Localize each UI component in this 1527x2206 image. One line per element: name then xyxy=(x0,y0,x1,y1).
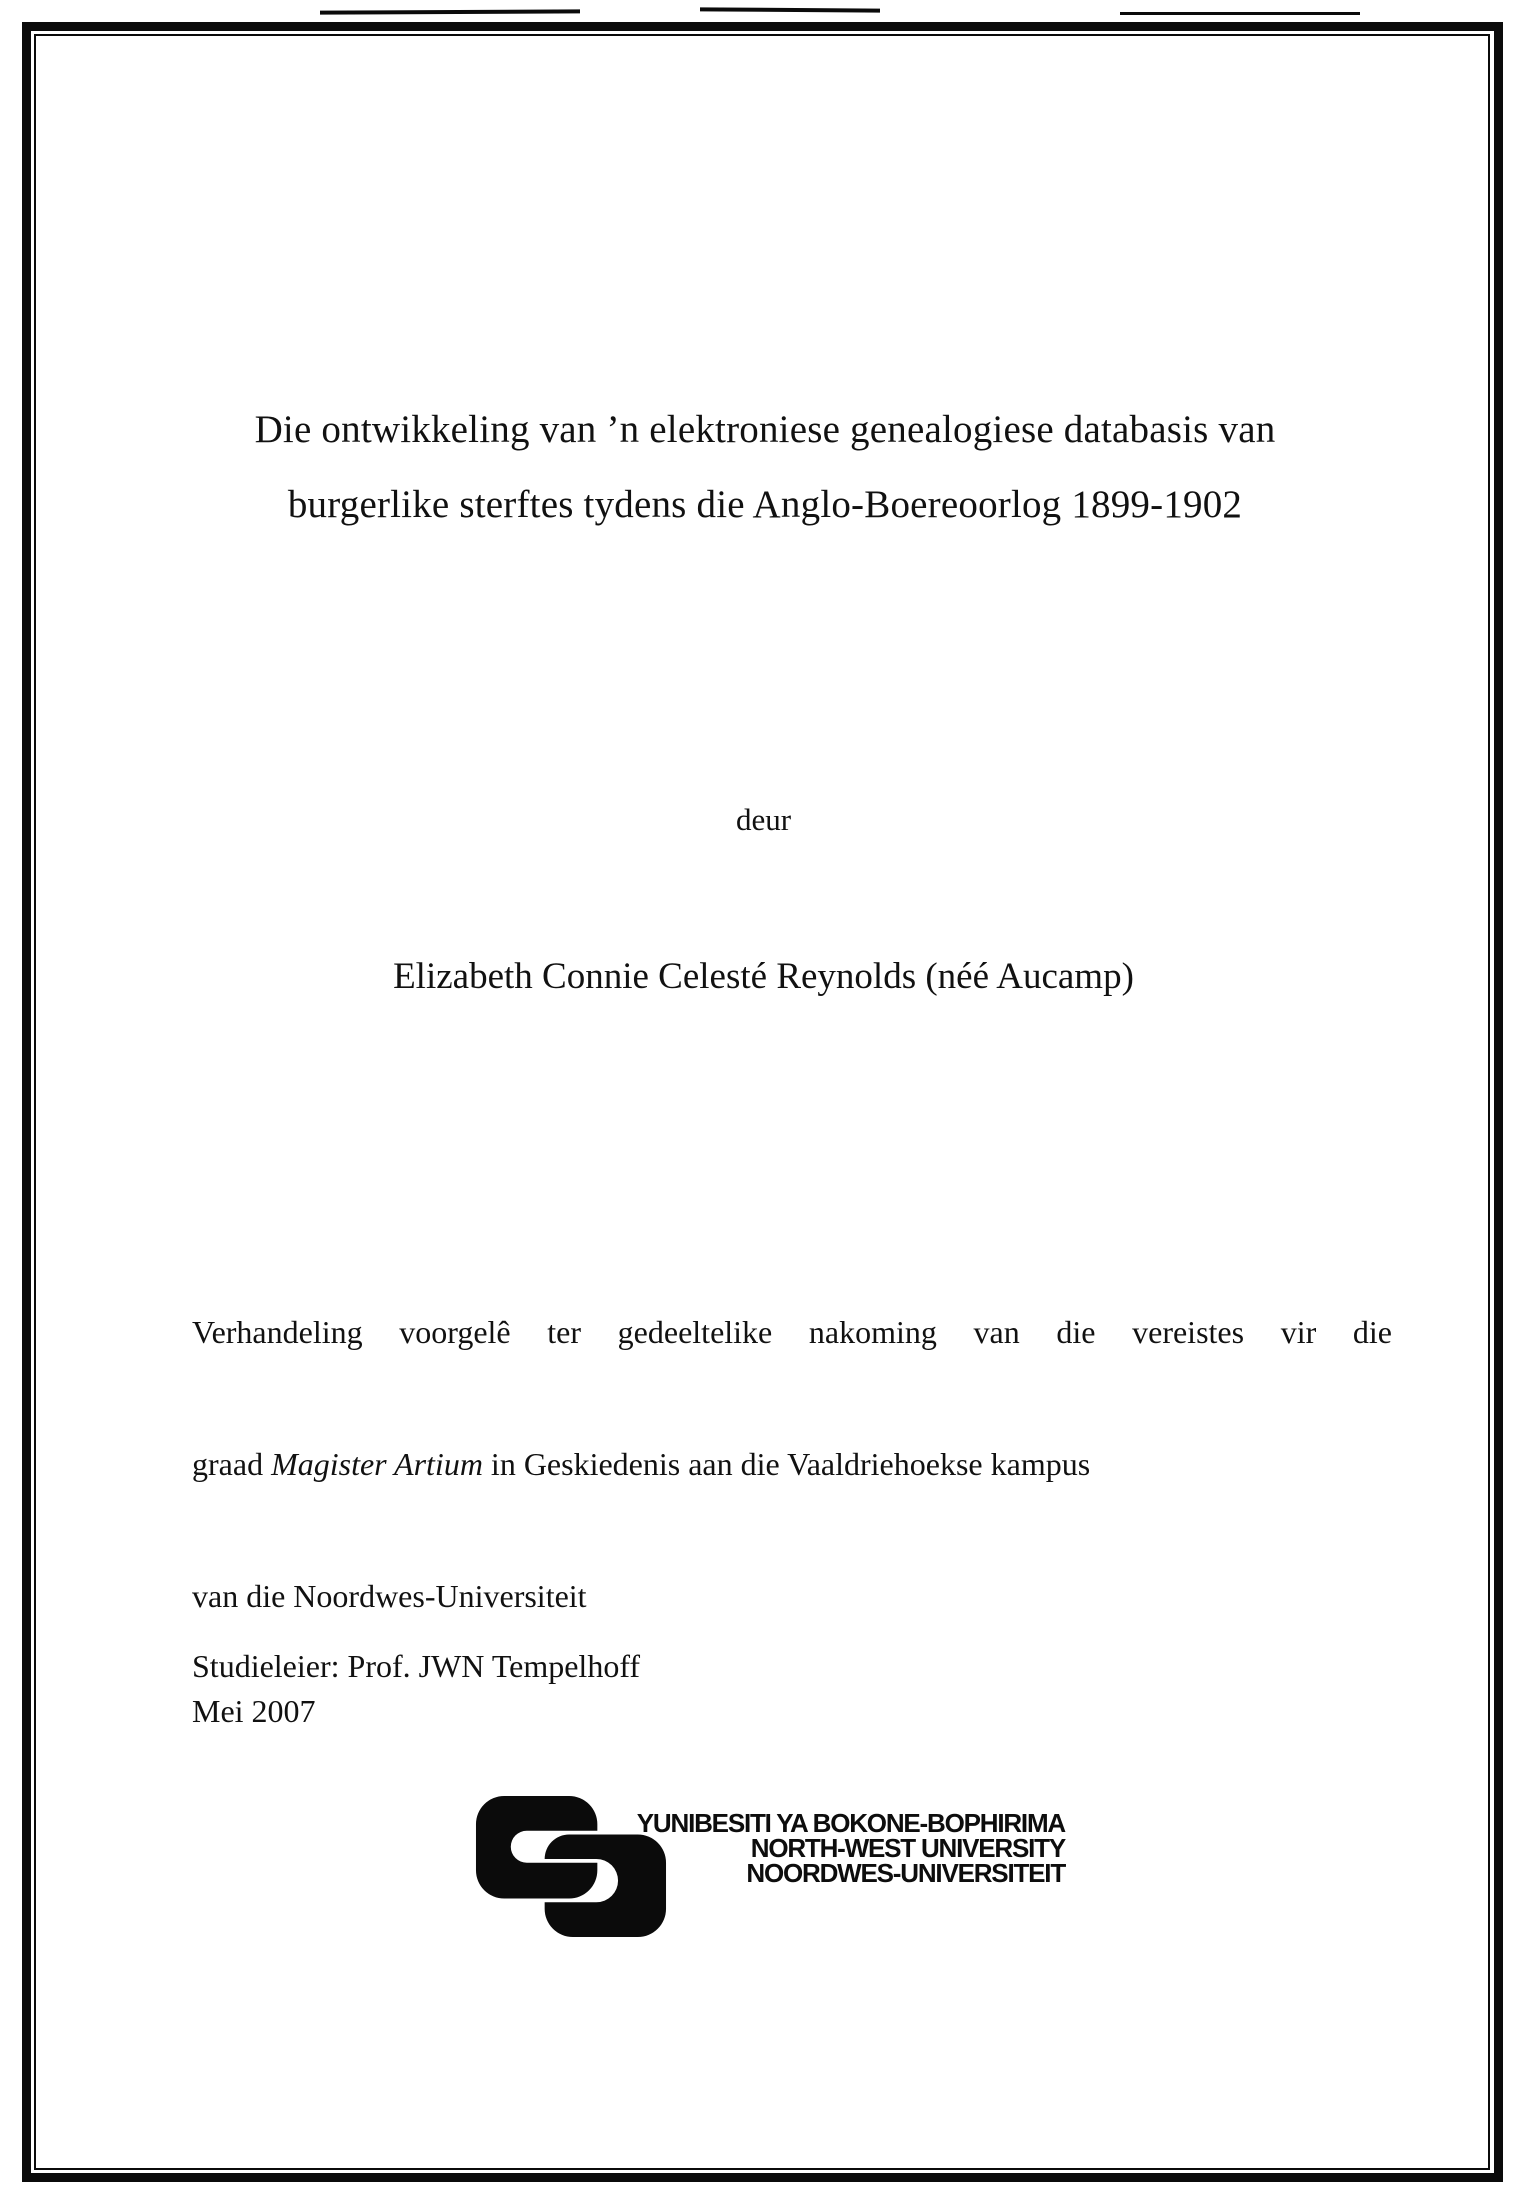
thesis-title-line2: burgerlike sterftes tydens die Anglo-Boereoorlog 1899-1902 xyxy=(287,483,1243,526)
logo-text-setswana: YUNIBESITI YA BOKONE-BOPHIRIMA xyxy=(636,1808,1065,1838)
scan-artifact xyxy=(320,9,580,14)
degree-line2-suffix: in Geskiedenis aan die Vaaldriehoekse kampus xyxy=(482,1446,1091,1482)
degree-name-italic: Magister Artium xyxy=(271,1446,483,1482)
degree-statement-line2 xyxy=(192,1442,1392,1486)
scan-artifact xyxy=(1120,12,1360,15)
logo-text-afrikaans: NOORDWES-UNIVERSITEIT xyxy=(746,1858,1065,1888)
supervisor-line: Studieleier: Prof. JWN Tempelhoff xyxy=(192,1648,641,1684)
author-name: Elizabeth Connie Celesté Reynolds (néé Aucamp) xyxy=(393,956,1134,997)
degree-line2-prefix: graad xyxy=(192,1446,272,1482)
thesis-title xyxy=(165,392,1365,542)
degree-statement-line3: van die Noordwes-Universiteit xyxy=(192,1578,587,1614)
degree-statement xyxy=(192,1222,1392,1706)
logo-text-english: NORTH-WEST UNIVERSITY xyxy=(750,1833,1065,1863)
degree-statement-line1: Verhandeling voorgelê ter gedeeltelike nakoming van die vereistes vir die xyxy=(192,1314,1392,1350)
byline-label: deur xyxy=(735,802,792,837)
footer-block xyxy=(192,1644,640,1734)
date-line: Mei 2007 xyxy=(192,1693,316,1729)
university-logo xyxy=(470,1790,1110,1950)
thesis-title-line1: Die ontwikkeling van ’n elektroniese genealogiese databasis van xyxy=(254,408,1276,451)
university-logo-text xyxy=(585,1808,1065,1888)
scan-artifact xyxy=(700,7,880,12)
